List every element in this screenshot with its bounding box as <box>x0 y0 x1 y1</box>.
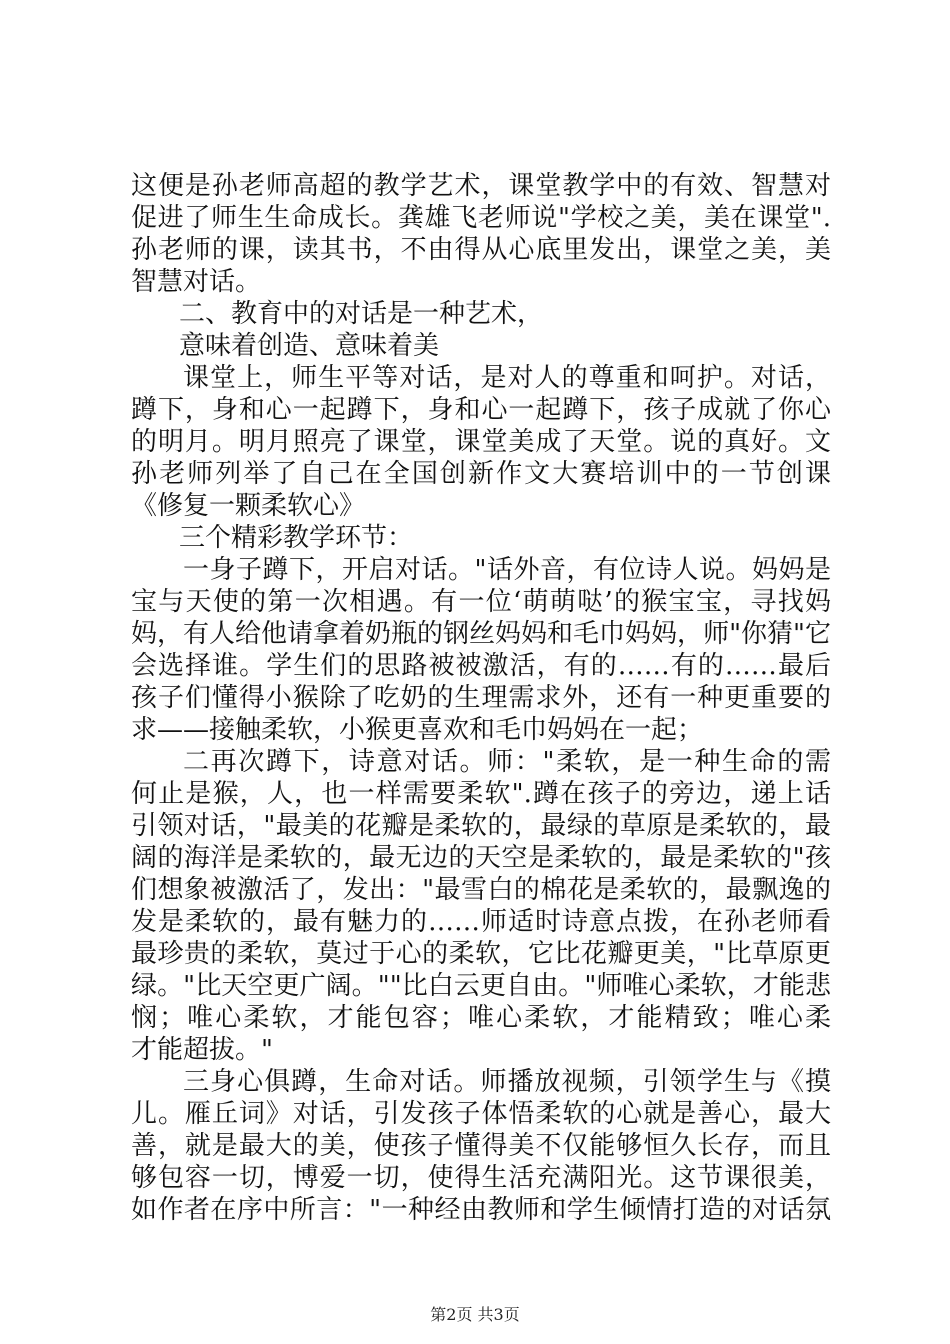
text-line: 绿。"比天空更广阔。""比白云更自由。"师唯心柔软，才能悲 <box>131 971 831 1001</box>
text-line: 蹲下，身和心一起蹲下，身和心一起蹲下，孩子成就了你心 <box>131 395 831 425</box>
text-line: 智慧对话。 <box>131 267 262 297</box>
text-line: 阔的海洋是柔软的，最无边的天空是柔软的，最是柔软的"孩 <box>131 843 831 873</box>
text-line: 会选择谁。学生们的思路被被激活，有的……有的……最后 <box>131 651 831 681</box>
text-line: 三身心俱蹲，生命对话。师播放视频，引领学生与《摸 <box>183 1067 831 1097</box>
text-line: 孙老师的课，读其书，不由得从心底里发出，课堂之美，美 <box>131 235 831 265</box>
text-line: 一身子蹲下，开启对话。"话外音，有位诗人说。妈妈是 <box>183 555 831 585</box>
text-line: 求——接触柔软，小猴更喜欢和毛巾妈妈在一起； <box>131 715 704 745</box>
text-line: 二再次蹲下，诗意对话。师："柔软，是一种生命的需 <box>183 747 831 777</box>
text-line: 引领对话，"最美的花瓣是柔软的，最绿的草原是柔软的，最 <box>131 811 831 841</box>
text-line: 才能超拔。" <box>131 1035 273 1065</box>
text-line: 这便是孙老师高超的教学艺术，课堂教学中的有效、智慧对 <box>131 171 831 201</box>
text-line: 妈，有人给他请拿着奶瓶的钢丝妈妈和毛巾妈妈，师"你猜"它 <box>131 619 831 649</box>
text-line: 孩子们懂得小猴除了吃奶的生理需求外，还有一种更重要的 <box>131 683 831 713</box>
text-line: 二、教育中的对话是一种艺术， <box>179 299 544 329</box>
text-line: 们想象被激活了，发出："最雪白的棉花是柔软的，最飘逸的 <box>131 875 831 905</box>
text-line: 宝与天使的第一次相遇。有一位‘萌萌哒’的猴宝宝，寻找妈 <box>131 587 831 617</box>
text-line: 悯；唯心柔软，才能包容；唯心柔软，才能精致；唯心柔 <box>131 1003 831 1033</box>
text-line: 促进了师生生命成长。龚雄飞老师说"学校之美，美在课堂". <box>131 203 831 233</box>
text-line: 够包容一切，博爱一切，使得生活充满阳光。这节课很美， <box>131 1163 831 1193</box>
text-line: 三个精彩教学环节： <box>179 523 414 553</box>
text-line: 发是柔软的，最有魅力的……师适时诗意点拨，在孙老师看 <box>131 907 831 937</box>
text-line: 《修复一颗柔软心》 <box>131 491 366 521</box>
text-line: 儿。雁丘词》对话，引发孩子体悟柔软的心就是善心，最大 <box>131 1099 831 1129</box>
text-line: 课堂上，师生平等对话，是对人的尊重和呵护。对话， <box>183 363 831 393</box>
text-line: 的明月。明月照亮了课堂，课堂美成了天堂。说的真好。文 <box>131 427 831 457</box>
document-body <box>131 170 831 1226</box>
text-line: 孙老师列举了自己在全国创新作文大赛培训中的一节创课 <box>131 459 831 489</box>
text-line: 最珍贵的柔软，莫过于心的柔软，它比花瓣更美，"比草原更 <box>131 939 831 969</box>
text-line: 何止是猴，人，也一样需要柔软".蹲在孩子的旁边，递上话 <box>131 779 831 809</box>
text-line: 如作者在序中所言："一种经由教师和学生倾情打造的对话氛 <box>131 1195 831 1225</box>
text-line: 善，就是最大的美，使孩子懂得美不仅能够恒久长存，而且 <box>131 1131 831 1161</box>
page-number-footer: 第2页 共3页 <box>430 1305 520 1324</box>
text-line: 意味着创造、意味着美 <box>179 331 440 361</box>
